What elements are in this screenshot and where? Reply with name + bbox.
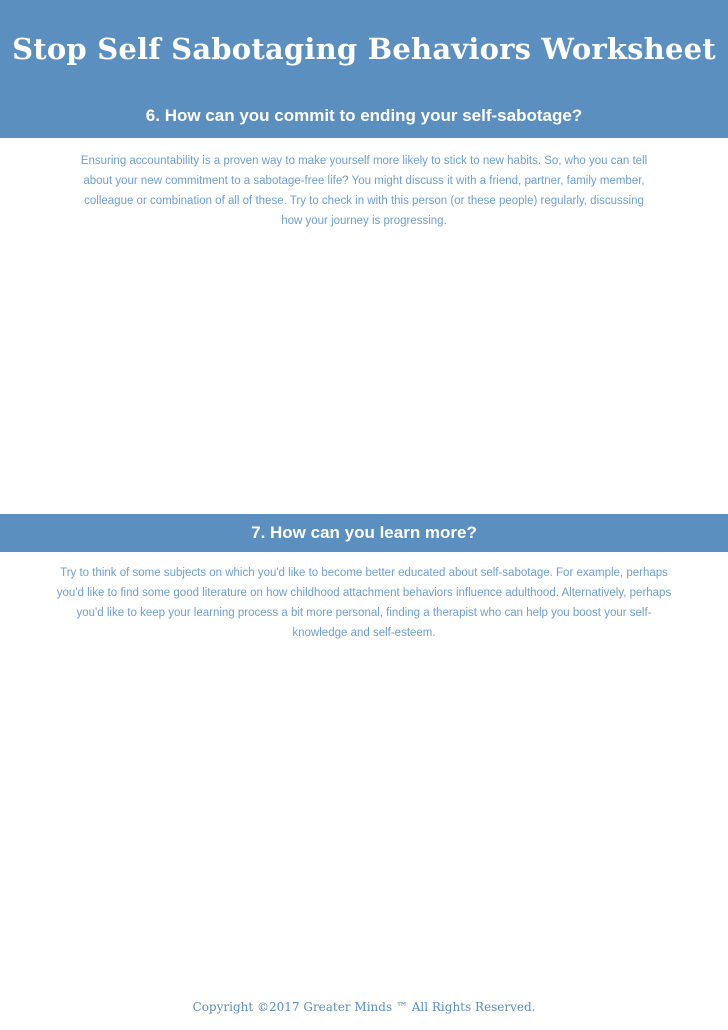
document-title: Stop Self Sabotaging Behaviors Worksheet — [12, 32, 716, 66]
copyright-footer: Copyright ©2017 Greater Minds ™ All Rights Reserved. — [192, 1000, 536, 1014]
question-6-prompt: Ensuring accountability is a proven way to make yourself more likely to stick to new habits. So, who you can tell about your new commitment to a sabotage-free life? You might discuss it with a friend, partner, family member, colleague or combination of all of these. Try to check in with this person (or these people) regularly, discussing how your journey is progressing. — [80, 155, 648, 227]
question-7-prompt: Try to think of some subjects on which you'd like to become better educated about self-sabotage. For example, perhaps you'd like to find some good literature on how childhood attachment behaviors influence adulthood. Alternatively, perhaps you'd like to keep your learning process a bit more personal, finding a therapist who can help you boost your self-knowledge and self-esteem. — [56, 567, 672, 639]
question-7-heading: 7. How can you learn more? — [251, 523, 477, 542]
question-6-heading: 6. How can you commit to ending your self-sabotage? — [145, 106, 583, 125]
